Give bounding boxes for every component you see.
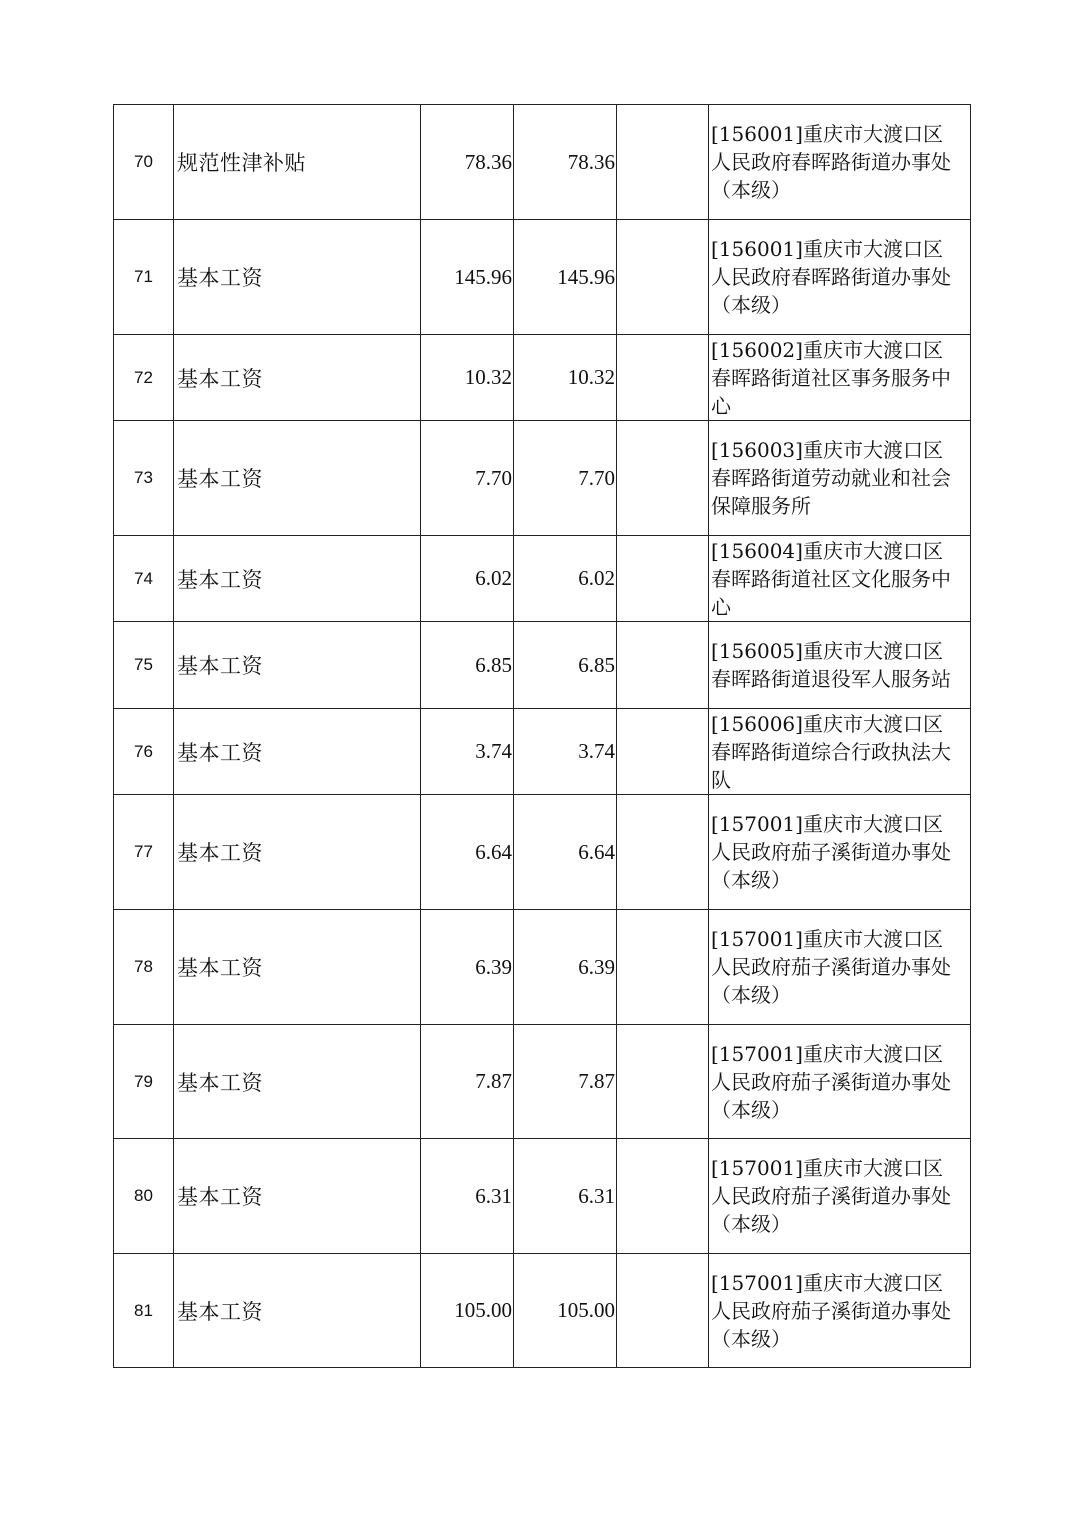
row-index: 76 (114, 709, 174, 795)
row-unit: [157001]重庆市大渡口区人民政府茄子溪街道办事处（本级） (711, 927, 951, 1007)
row-index: 77 (114, 795, 174, 910)
row-extra (617, 709, 709, 795)
row-item-name: 基本工资 (174, 795, 421, 910)
row-extra (617, 910, 709, 1025)
row-item-name: 基本工资 (174, 910, 421, 1025)
table-row (114, 795, 971, 910)
row-unit: [156003]重庆市大渡口区春晖路街道劳动就业和社会保障服务所 (711, 438, 951, 518)
row-unit: [156002]重庆市大渡口区春晖路街道社区事务服务中心 (711, 337, 951, 418)
row-unit-cell (709, 421, 971, 536)
row-extra (617, 220, 709, 335)
table-row (114, 105, 971, 220)
row-unit-cell (709, 536, 971, 622)
row-extra (617, 622, 709, 709)
row-extra (617, 105, 709, 220)
row-index: 81 (114, 1254, 174, 1368)
row-item-name: 基本工资 (174, 1025, 421, 1139)
row-item-name: 基本工资 (174, 1139, 421, 1254)
table-row (114, 421, 971, 536)
table-row (114, 220, 971, 335)
row-amount-total: 10.32 (514, 335, 617, 421)
row-amount-total: 3.74 (514, 709, 617, 795)
row-unit-cell (709, 335, 971, 421)
row-amount-total: 7.87 (514, 1025, 617, 1139)
row-amount: 6.02 (421, 536, 514, 622)
budget-table (113, 104, 971, 1368)
row-unit: [156004]重庆市大渡口区春晖路街道社区文化服务中心 (711, 538, 951, 619)
table-row (114, 1025, 971, 1139)
row-item-name: 基本工资 (174, 1254, 421, 1368)
row-amount-total: 6.31 (514, 1139, 617, 1254)
table-row (114, 536, 971, 622)
row-index: 70 (114, 105, 174, 220)
row-item-name: 基本工资 (174, 335, 421, 421)
row-index: 74 (114, 536, 174, 622)
row-unit-cell (709, 105, 971, 220)
row-unit-cell (709, 1254, 971, 1368)
row-amount-total: 6.02 (514, 536, 617, 622)
row-amount-total: 145.96 (514, 220, 617, 335)
row-index: 72 (114, 335, 174, 421)
row-unit: [157001]重庆市大渡口区人民政府茄子溪街道办事处（本级） (711, 1041, 951, 1122)
row-amount: 7.70 (421, 421, 514, 536)
row-unit-cell (709, 622, 971, 709)
row-amount: 6.85 (421, 622, 514, 709)
row-amount-total: 105.00 (514, 1254, 617, 1368)
row-amount-total: 6.85 (514, 622, 617, 709)
row-extra (617, 1254, 709, 1368)
row-index: 79 (114, 1025, 174, 1139)
row-unit-cell (709, 220, 971, 335)
row-unit: [156006]重庆市大渡口区春晖路街道综合行政执法大队 (711, 711, 951, 792)
row-extra (617, 795, 709, 910)
row-extra (617, 421, 709, 536)
row-extra (617, 1025, 709, 1139)
row-amount: 6.39 (421, 910, 514, 1025)
row-item-name: 规范性津补贴 (174, 105, 421, 220)
row-unit-cell (709, 1025, 971, 1139)
row-unit-cell (709, 795, 971, 910)
row-index: 80 (114, 1139, 174, 1254)
row-extra (617, 536, 709, 622)
table-row (114, 335, 971, 421)
table-row (114, 1139, 971, 1254)
row-unit-cell (709, 910, 971, 1025)
row-unit: [157001]重庆市大渡口区人民政府茄子溪街道办事处（本级） (711, 812, 951, 892)
row-amount-total: 6.39 (514, 910, 617, 1025)
row-extra (617, 335, 709, 421)
row-amount: 6.64 (421, 795, 514, 910)
row-amount: 105.00 (421, 1254, 514, 1368)
row-unit-cell (709, 709, 971, 795)
row-amount: 145.96 (421, 220, 514, 335)
row-unit: [156001]重庆市大渡口区人民政府春晖路街道办事处（本级） (711, 237, 951, 317)
row-amount-total: 7.70 (514, 421, 617, 536)
row-item-name: 基本工资 (174, 622, 421, 709)
row-index: 71 (114, 220, 174, 335)
row-extra (617, 1139, 709, 1254)
row-unit: [156005]重庆市大渡口区春晖路街道退役军人服务站 (711, 639, 951, 691)
table-row (114, 1254, 971, 1368)
row-item-name: 基本工资 (174, 421, 421, 536)
row-item-name: 基本工资 (174, 536, 421, 622)
row-unit: [157001]重庆市大渡口区人民政府茄子溪街道办事处（本级） (711, 1270, 951, 1351)
row-amount: 3.74 (421, 709, 514, 795)
row-unit: [157001]重庆市大渡口区人民政府茄子溪街道办事处（本级） (711, 1156, 951, 1236)
row-unit: [156001]重庆市大渡口区人民政府春晖路街道办事处（本级） (711, 122, 951, 202)
row-index: 75 (114, 622, 174, 709)
row-amount-total: 78.36 (514, 105, 617, 220)
table-row (114, 910, 971, 1025)
row-index: 78 (114, 910, 174, 1025)
row-item-name: 基本工资 (174, 220, 421, 335)
budget-table-body (114, 105, 971, 1368)
row-item-name: 基本工资 (174, 709, 421, 795)
row-amount: 10.32 (421, 335, 514, 421)
row-amount: 6.31 (421, 1139, 514, 1254)
table-row (114, 622, 971, 709)
row-index: 73 (114, 421, 174, 536)
row-unit-cell (709, 1139, 971, 1254)
row-amount-total: 6.64 (514, 795, 617, 910)
row-amount: 78.36 (421, 105, 514, 220)
table-row (114, 709, 971, 795)
row-amount: 7.87 (421, 1025, 514, 1139)
